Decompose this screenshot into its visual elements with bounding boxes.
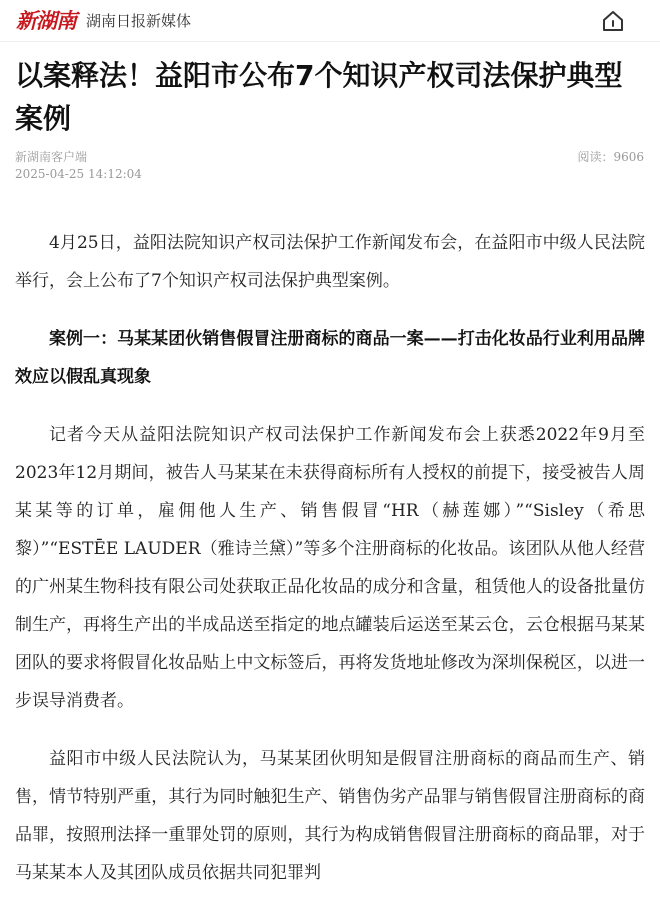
article-body	[15, 224, 645, 912]
article-paragraph: 益阳市中级人民法院认为，马某某团伙明知是假冒注册商标的商品而生产、销售，情节特别严重，其行为同时触犯生产、销售伪劣产品罪与销售假冒注册商标的商品罪，按照刑法择一重罪处罚的原则，其行为构成销售假冒注册商标的商品罪，对于马某某本人及其团队成员依据共同犯罪判	[15, 749, 645, 883]
case-heading: 案例一：马某某团伙销售假冒注册商标的商品一案——打击化妆品行业利用品牌效应以假乱真现象	[15, 329, 645, 387]
article-paragraph: 4月25日，益阳法院知识产权司法保护工作新闻发布会，在益阳市中级人民法院举行，会上公布了7个知识产权司法保护典型案例。	[15, 233, 645, 291]
article-date: 2025-04-25 14:12:04	[15, 167, 142, 181]
site-logo[interactable]: 新湖南	[16, 8, 76, 33]
article-paragraph: 记者今天从益阳法院知识产权司法保护工作新闻发布会上获悉2022年9月至2023年12月期间，被告人马某某在未获得商标所有人授权的前提下，接受被告人周某某等的订单，雇佣他人生产、销售假冒“HR（赫莲娜）”“Sisley（希思黎）”“ESTĒE LAUDER（雅诗兰黛）”等多个注册商标的化妆品。该团队从他人经营的广州某生物科技有限公司处获取正品化妆品的成分和含量，租赁他人的设备批量仿制生产，再将生产出的半成品送至指定的地点罐装后运送至某云仓，云仓根据马某某团队的要求将假冒化妆品贴上中文标签后，再将发货地址修改为深圳保税区，以进一步误导消费者。	[15, 425, 645, 711]
article-source: 新湖南客户端	[15, 150, 88, 164]
top-bar	[0, 0, 660, 42]
brand-name: 湖南日报新媒体	[86, 12, 192, 30]
read-count: 阅读：9606	[577, 150, 644, 164]
home-button[interactable]	[600, 9, 626, 33]
home-icon	[600, 9, 626, 33]
article-title: 以案释法！益阳市公布7个知识产权司法保护典型案例	[15, 59, 623, 135]
